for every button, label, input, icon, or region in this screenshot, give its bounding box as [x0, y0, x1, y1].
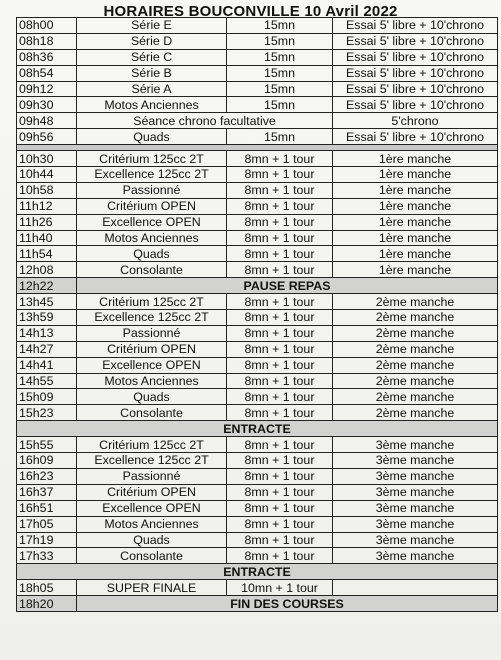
- table-row: [17, 198, 498, 214]
- table-row: [17, 468, 498, 484]
- session-cell: 3ème manche: [333, 500, 498, 516]
- duration-cell: 8mn + 1 tour: [227, 294, 333, 310]
- time-cell: 11h40: [17, 230, 77, 246]
- session-cell: 3ème manche: [333, 468, 498, 484]
- category-cell: Séance chrono facultative: [77, 113, 333, 129]
- session-cell: 2ème manche: [333, 325, 498, 341]
- session-cell: Essai 5' libre + 10'chrono: [333, 81, 498, 97]
- session-cell: 3ème manche: [333, 532, 498, 548]
- duration-cell: 8mn + 1 tour: [227, 151, 333, 167]
- table-row: [17, 500, 498, 516]
- duration-cell: 8mn + 1 tour: [227, 262, 333, 278]
- table-row: [17, 18, 498, 34]
- time-cell: 11h26: [17, 214, 77, 230]
- entracte-row: [17, 564, 498, 580]
- duration-cell: 8mn + 1 tour: [227, 500, 333, 516]
- category-cell: Critérium 125cc 2T: [77, 437, 227, 453]
- time-cell: 10h30: [17, 151, 77, 167]
- category-cell: Excellence 125cc 2T: [77, 167, 227, 183]
- session-cell: 5'chrono: [333, 113, 498, 129]
- duration-cell: 8mn + 1 tour: [227, 468, 333, 484]
- time-cell: 11h12: [17, 198, 77, 214]
- table-row: [17, 437, 498, 453]
- time-cell: 16h09: [17, 453, 77, 469]
- category-cell: Quads: [77, 532, 227, 548]
- duration-cell: 8mn + 1 tour: [227, 214, 333, 230]
- duration-cell: 8mn + 1 tour: [227, 437, 333, 453]
- table-row: [17, 214, 498, 230]
- time-cell: 16h23: [17, 468, 77, 484]
- time-cell: 09h48: [17, 113, 77, 129]
- category-cell: Consolante: [77, 548, 227, 564]
- category-cell: Motos Anciennes: [77, 373, 227, 389]
- session-cell: 1ère manche: [333, 246, 498, 262]
- table-row: [17, 81, 498, 97]
- session-cell: 3ème manche: [333, 548, 498, 564]
- duration-cell: 8mn + 1 tour: [227, 167, 333, 183]
- duration-cell: 8mn + 1 tour: [227, 389, 333, 405]
- time-cell: 13h59: [17, 310, 77, 326]
- session-cell: 2ème manche: [333, 357, 498, 373]
- session-cell: 1ère manche: [333, 198, 498, 214]
- session-cell: Essai 5' libre + 10'chrono: [333, 33, 498, 49]
- session-cell: 1ère manche: [333, 262, 498, 278]
- pause-label: PAUSE REPAS: [77, 278, 498, 294]
- category-cell: Critérium 125cc 2T: [77, 151, 227, 167]
- table-row: [17, 33, 498, 49]
- category-cell: Série D: [77, 33, 227, 49]
- duration-cell: 8mn + 1 tour: [227, 325, 333, 341]
- table-row: [17, 453, 498, 469]
- table-row: [17, 580, 498, 596]
- duration-cell: 15mn: [227, 65, 333, 81]
- table-row: [17, 167, 498, 183]
- duration-cell: 15mn: [227, 97, 333, 113]
- category-cell: Excellence 125cc 2T: [77, 310, 227, 326]
- session-cell: Essai 5' libre + 10'chrono: [333, 129, 498, 145]
- time-cell: 16h51: [17, 500, 77, 516]
- time-cell: 10h44: [17, 167, 77, 183]
- category-cell: Critérium OPEN: [77, 484, 227, 500]
- schedule-table: [16, 17, 498, 612]
- table-row: [17, 405, 498, 421]
- duration-cell: 8mn + 1 tour: [227, 198, 333, 214]
- category-cell: Série B: [77, 65, 227, 81]
- table-row: [17, 325, 498, 341]
- time-cell: 13h45: [17, 294, 77, 310]
- table-row: [17, 294, 498, 310]
- category-cell: Consolante: [77, 405, 227, 421]
- category-cell: SUPER FINALE: [77, 580, 227, 596]
- session-cell: 2ème manche: [333, 405, 498, 421]
- category-cell: Excellence 125cc 2T: [77, 453, 227, 469]
- session-cell: Essai 5' libre + 10'chrono: [333, 97, 498, 113]
- time-cell: 15h55: [17, 437, 77, 453]
- duration-cell: 8mn + 1 tour: [227, 246, 333, 262]
- time-cell: 17h05: [17, 516, 77, 532]
- table-row: [17, 484, 498, 500]
- session-cell: Essai 5' libre + 10'chrono: [333, 18, 498, 34]
- time-cell: 09h56: [17, 129, 77, 145]
- session-cell: 3ème manche: [333, 453, 498, 469]
- table-row: [17, 548, 498, 564]
- table-row: [17, 151, 498, 167]
- session-cell: [333, 580, 498, 596]
- duration-cell: 15mn: [227, 33, 333, 49]
- category-cell: Consolante: [77, 262, 227, 278]
- table-row: [17, 341, 498, 357]
- duration-cell: 8mn + 1 tour: [227, 516, 333, 532]
- time-cell: 08h36: [17, 49, 77, 65]
- time-cell: 14h27: [17, 341, 77, 357]
- entracte-row: [17, 421, 498, 437]
- time-cell: 11h54: [17, 246, 77, 262]
- entracte-label: ENTRACTE: [17, 564, 498, 580]
- duration-cell: 8mn + 1 tour: [227, 548, 333, 564]
- table-row: [17, 65, 498, 81]
- table-row: [17, 113, 498, 129]
- category-cell: Quads: [77, 246, 227, 262]
- session-cell: 1ère manche: [333, 182, 498, 198]
- duration-cell: 8mn + 1 tour: [227, 373, 333, 389]
- duration-cell: 15mn: [227, 49, 333, 65]
- time-cell: 10h58: [17, 182, 77, 198]
- session-cell: 2ème manche: [333, 310, 498, 326]
- category-cell: Quads: [77, 389, 227, 405]
- session-cell: 1ère manche: [333, 167, 498, 183]
- pause-row: [17, 278, 498, 294]
- time-cell: 15h09: [17, 389, 77, 405]
- duration-cell: 8mn + 1 tour: [227, 230, 333, 246]
- time-cell: 08h54: [17, 65, 77, 81]
- table-row: [17, 516, 498, 532]
- table-row: [17, 49, 498, 65]
- table-row: [17, 129, 498, 145]
- duration-cell: 8mn + 1 tour: [227, 357, 333, 373]
- session-cell: 2ème manche: [333, 389, 498, 405]
- time-cell: 09h12: [17, 81, 77, 97]
- session-cell: 1ère manche: [333, 230, 498, 246]
- session-cell: Essai 5' libre + 10'chrono: [333, 49, 498, 65]
- time-cell: 14h13: [17, 325, 77, 341]
- table-row: [17, 97, 498, 113]
- table-row: [17, 532, 498, 548]
- duration-cell: 15mn: [227, 81, 333, 97]
- duration-cell: 8mn + 1 tour: [227, 532, 333, 548]
- duration-cell: 8mn + 1 tour: [227, 341, 333, 357]
- table-row: [17, 389, 498, 405]
- category-cell: Motos Anciennes: [77, 97, 227, 113]
- category-cell: Quads: [77, 129, 227, 145]
- time-cell: 17h33: [17, 548, 77, 564]
- category-cell: Excellence OPEN: [77, 214, 227, 230]
- category-cell: Critérium OPEN: [77, 198, 227, 214]
- time-cell: 15h23: [17, 405, 77, 421]
- session-cell: 1ère manche: [333, 214, 498, 230]
- session-cell: 1ère manche: [333, 151, 498, 167]
- session-cell: 2ème manche: [333, 294, 498, 310]
- time-cell: 17h19: [17, 532, 77, 548]
- time-cell: 14h55: [17, 373, 77, 389]
- duration-cell: 8mn + 1 tour: [227, 405, 333, 421]
- duration-cell: 15mn: [227, 129, 333, 145]
- table-row: [17, 373, 498, 389]
- time-cell: 14h41: [17, 357, 77, 373]
- time-cell: 18h20: [17, 596, 77, 612]
- session-cell: 2ème manche: [333, 341, 498, 357]
- duration-cell: 10mn + 1 tour: [227, 580, 333, 596]
- time-cell: 12h08: [17, 262, 77, 278]
- duration-cell: 8mn + 1 tour: [227, 310, 333, 326]
- time-cell: 08h18: [17, 33, 77, 49]
- category-cell: Motos Anciennes: [77, 516, 227, 532]
- table-row: [17, 246, 498, 262]
- category-cell: Excellence OPEN: [77, 357, 227, 373]
- table-row: [17, 310, 498, 326]
- category-cell: Motos Anciennes: [77, 230, 227, 246]
- duration-cell: 8mn + 1 tour: [227, 484, 333, 500]
- time-cell: 16h37: [17, 484, 77, 500]
- category-cell: Critérium OPEN: [77, 341, 227, 357]
- session-cell: 3ème manche: [333, 437, 498, 453]
- table-row: [17, 182, 498, 198]
- category-cell: Série E: [77, 18, 227, 34]
- time-cell: 09h30: [17, 97, 77, 113]
- category-cell: Critérium 125cc 2T: [77, 294, 227, 310]
- table-row: [17, 357, 498, 373]
- session-cell: 3ème manche: [333, 516, 498, 532]
- category-cell: Passionné: [77, 468, 227, 484]
- fin-label: FIN DES COURSES: [77, 596, 498, 612]
- duration-cell: 15mn: [227, 18, 333, 34]
- category-cell: Série C: [77, 49, 227, 65]
- entracte-label: ENTRACTE: [17, 421, 498, 437]
- time-cell: 12h22: [17, 278, 77, 294]
- category-cell: Série A: [77, 81, 227, 97]
- session-cell: 3ème manche: [333, 484, 498, 500]
- page-title: HORAIRES BOUCONVILLE 10 Avril 2022: [103, 3, 398, 20]
- table-row: [17, 262, 498, 278]
- table-row: [17, 230, 498, 246]
- category-cell: Passionné: [77, 325, 227, 341]
- session-cell: 2ème manche: [333, 373, 498, 389]
- duration-cell: 8mn + 1 tour: [227, 182, 333, 198]
- time-cell: 08h00: [17, 18, 77, 34]
- duration-cell: 8mn + 1 tour: [227, 453, 333, 469]
- session-cell: Essai 5' libre + 10'chrono: [333, 65, 498, 81]
- category-cell: Excellence OPEN: [77, 500, 227, 516]
- time-cell: 18h05: [17, 580, 77, 596]
- fin-row: [17, 596, 498, 612]
- category-cell: Passionné: [77, 182, 227, 198]
